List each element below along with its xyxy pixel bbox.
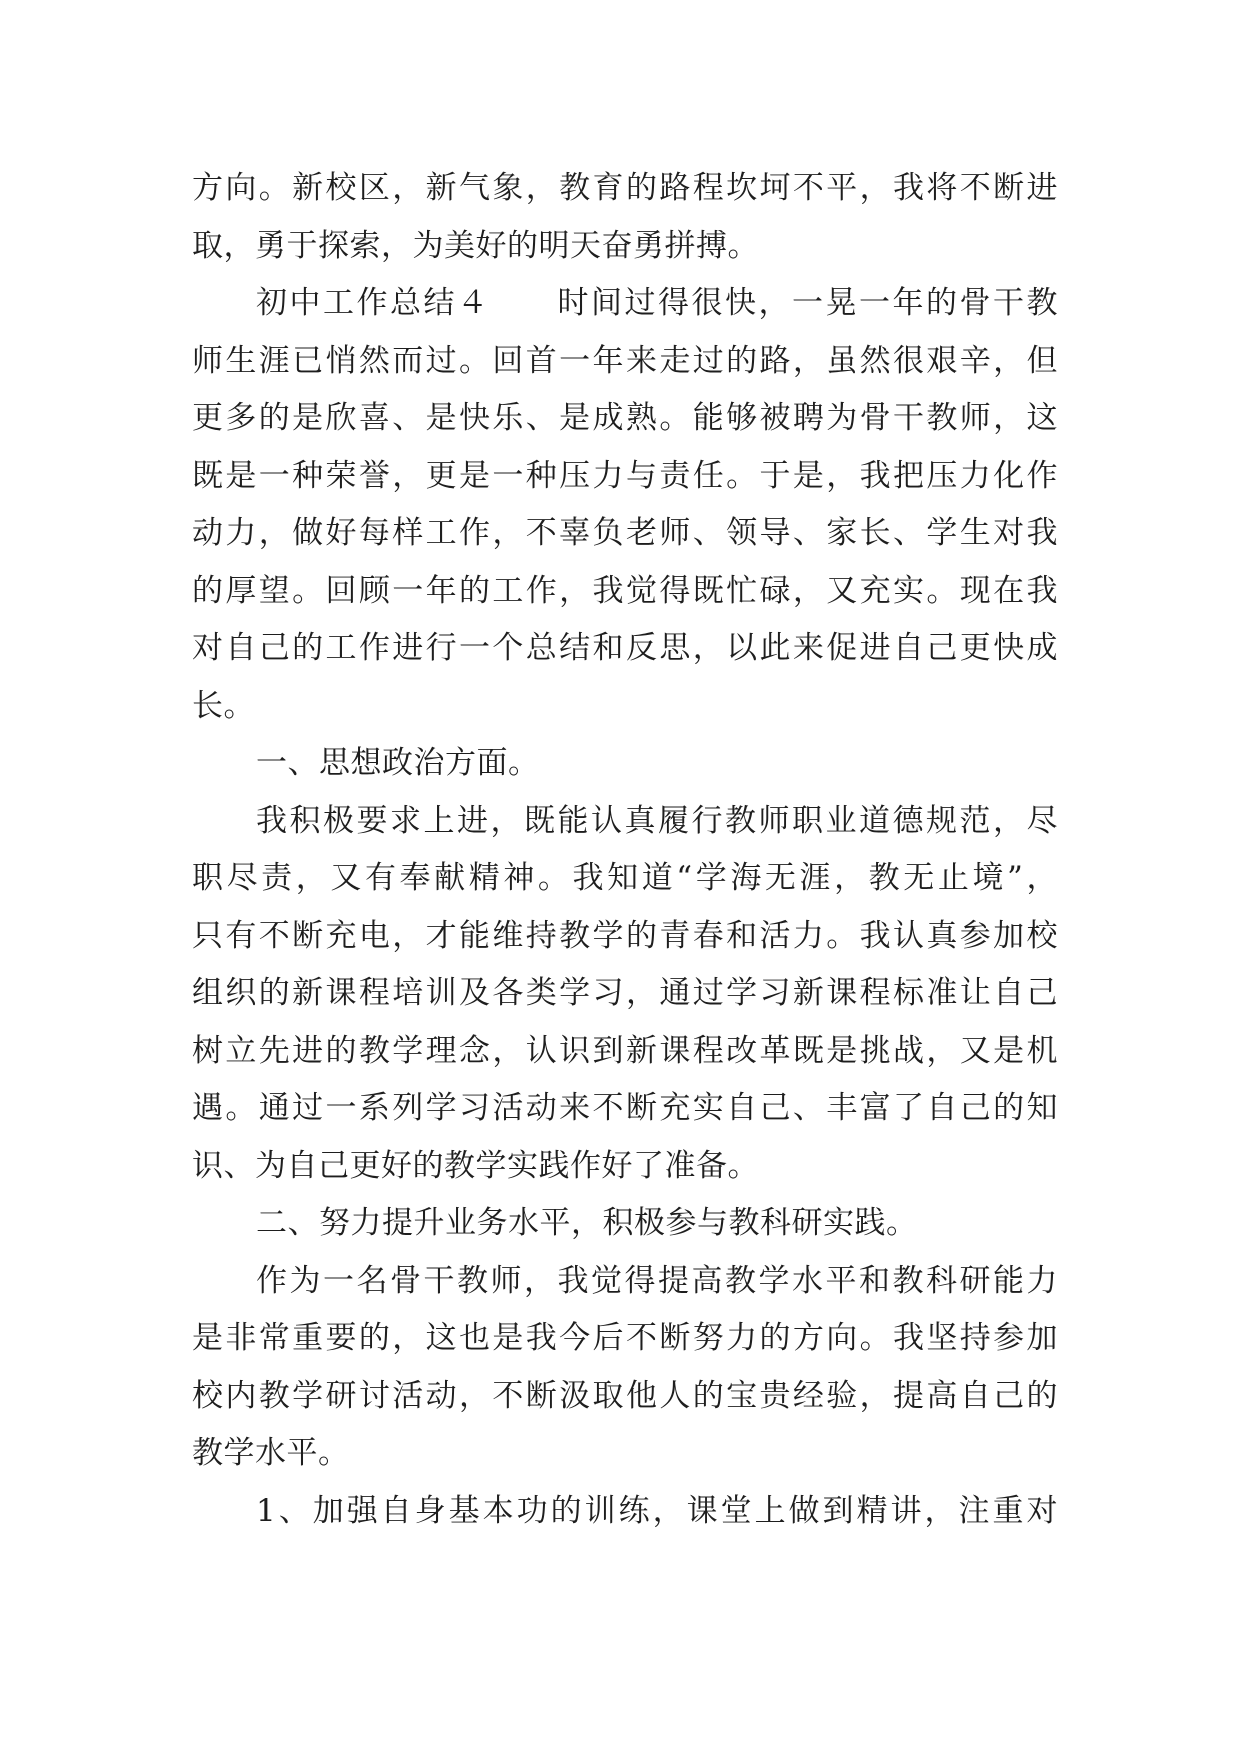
text-line: 的厚望。回顾一年的工作，我觉得既忙碌，又充实。现在我 [192,572,1058,609]
text-line: 教学水平。 [192,1435,350,1471]
text-line: 取，勇于探索，为美好的明天奋勇拼搏。 [192,227,759,264]
text-line: 方向。新校区，新气象，教育的路程坎坷不平，我将不断进 [192,170,1058,206]
text-line: 识、为自己更好的教学实践作好了准备。 [192,1147,759,1184]
text-line: 初中工作总结４ 时间过得很快，一晃一年的骨干教 [256,285,1058,321]
body-text [192,160,1058,1540]
section-heading: 二、努力提升业务水平，积极参与教科研实践。 [256,1205,918,1241]
text-line: 校内教学研讨活动，不断汲取他人的宝贵经验，提高自己的 [192,1377,1058,1414]
text-line: 遇。通过一系列学习活动来不断充实自己、丰富了自己的知 [192,1090,1058,1126]
text-line: 更多的是欣喜、是快乐、是成熟。能够被聘为骨干教师，这 [192,400,1058,436]
text-line: 师生涯已悄然而过。回首一年来走过的路，虽然很艰辛，但 [192,342,1058,379]
text-line: 我积极要求上进，既能认真履行教师职业道德规范，尽 [256,802,1058,839]
section-heading: 一、思想政治方面。 [256,745,540,781]
text-line: 作为一名骨干教师，我觉得提高教学水平和教科研能力 [256,1262,1058,1299]
text-line: 1、加强自身基本功的训练，课堂上做到精讲，注重对 [256,1492,1058,1529]
text-line: 树立先进的教学理念，认识到新课程改革既是挑战，又是机 [192,1032,1058,1069]
text-line: 动力，做好每样工作，不辜负老师、领导、家长、学生对我 [192,515,1058,551]
text-line: 对自己的工作进行一个总结和反思，以此来促进自己更快成 [192,630,1058,666]
text-line: 长。 [192,687,255,724]
text-line: 组织的新课程培训及各类学习，通过学习新课程标准让自己 [192,975,1058,1011]
text-line: 只有不断充电，才能维持教学的青春和活力。我认真参加校 [192,917,1058,954]
text-line: 职尽责，又有奉献精神。我知道“学海无涯，教无止境”， [192,860,1058,896]
text-line: 是非常重要的，这也是我今后不断努力的方向。我坚持参加 [192,1320,1058,1356]
text-line: 既是一种荣誉，更是一种压力与责任。于是，我把压力化作 [192,457,1058,494]
